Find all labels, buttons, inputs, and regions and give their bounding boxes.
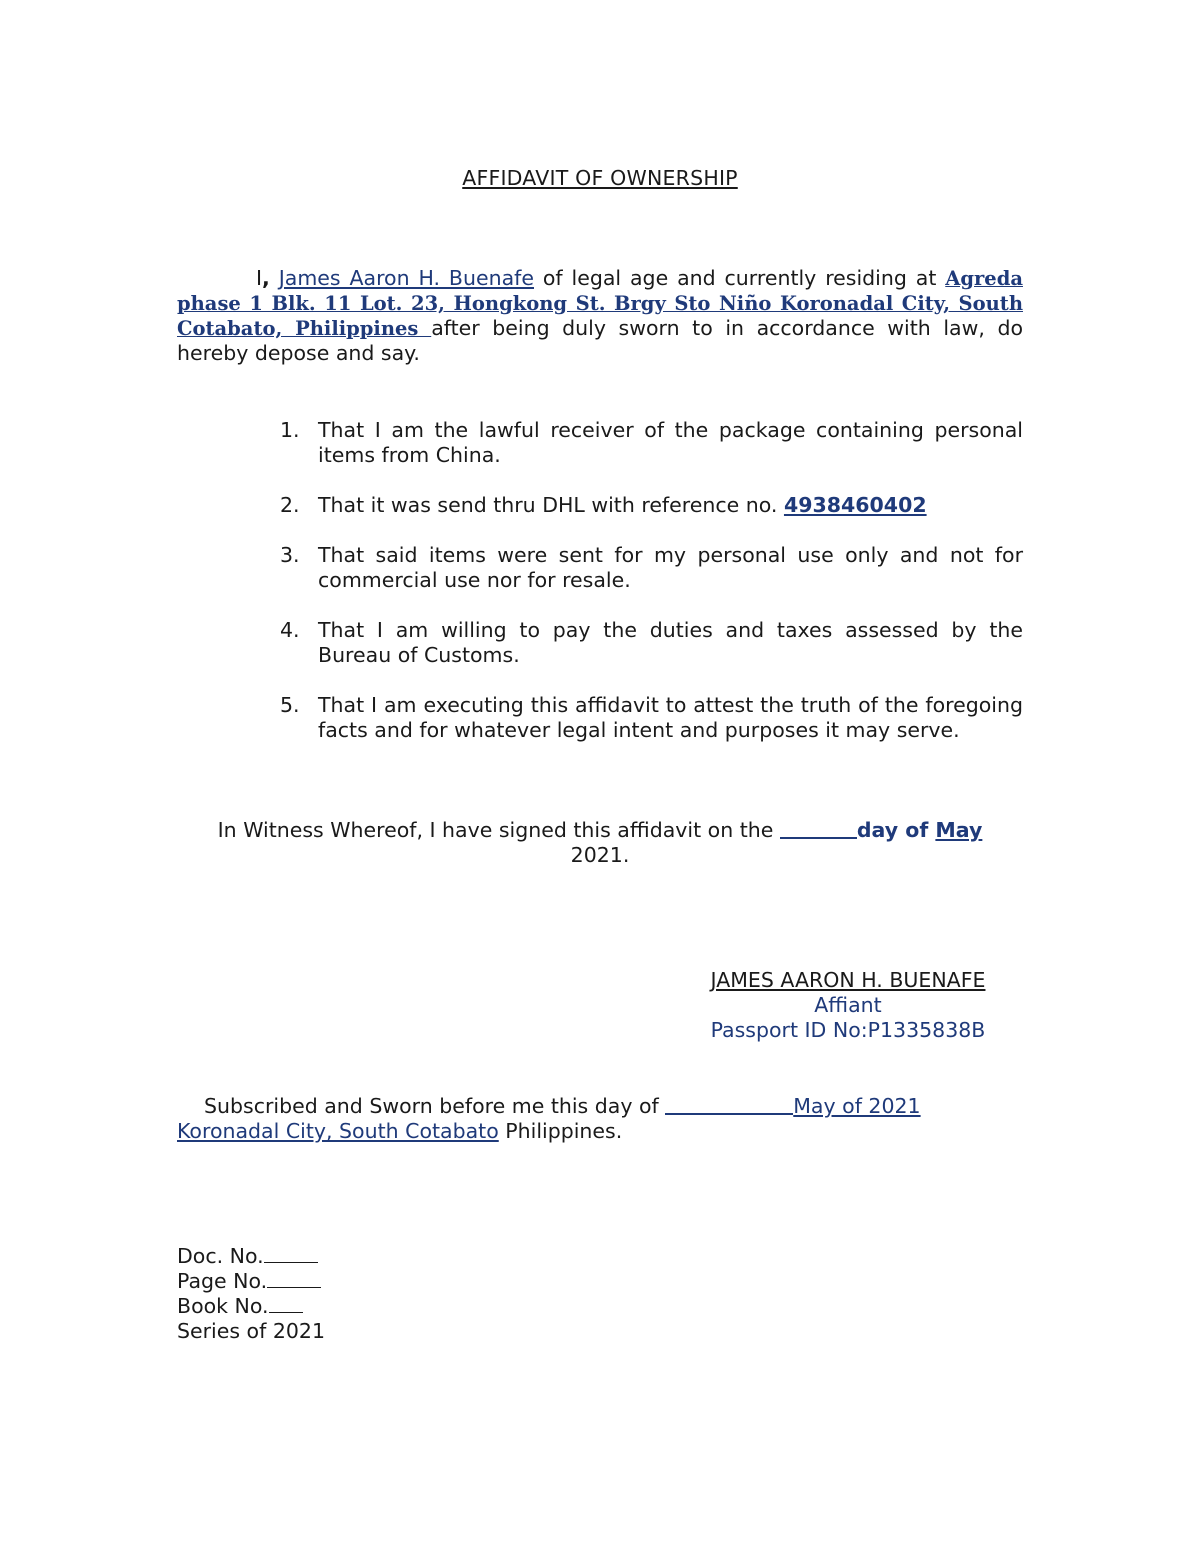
doc-number-label: Doc. No. xyxy=(177,1244,264,1268)
intro-paragraph xyxy=(177,266,1023,366)
intro-text-2: after being duly sworn to in accordance with law, do hereby depose and say. xyxy=(177,316,1024,365)
list-item xyxy=(280,493,1023,518)
list-item xyxy=(280,543,1023,593)
subscribed-blank-line xyxy=(665,1111,793,1115)
subscribed-place: Koronadal City, South Cotabato xyxy=(177,1119,499,1143)
passport-id: Passport ID No:P1335838B xyxy=(710,1018,986,1042)
witness-month: May xyxy=(935,818,983,842)
doc-number-line xyxy=(177,1244,325,1269)
list-item xyxy=(280,693,1023,743)
statement-list xyxy=(280,418,1023,743)
subscribed-date: May of 2021 xyxy=(793,1094,921,1118)
signature-block xyxy=(660,968,1036,1043)
item-number: 5. xyxy=(280,693,300,717)
witness-clause xyxy=(177,818,1023,868)
doc-number-blank xyxy=(264,1244,318,1263)
item-number: 2. xyxy=(280,493,300,517)
affiant-name: James Aaron H. Buenafe xyxy=(278,266,534,290)
subscribed-text: Subscribed and Sworn before me this day of xyxy=(204,1094,666,1118)
item-text: That it was send thru DHL with reference no. xyxy=(318,493,784,517)
item-text: That I am willing to pay the duties and taxes assessed by the Bureau of Customs. xyxy=(318,618,1023,667)
witness-text: In Witness Whereof, I have signed this affidavit on the xyxy=(217,818,780,842)
affiant-role: Affiant xyxy=(814,993,882,1017)
item-number: 3. xyxy=(280,543,300,567)
intro-text-1: of legal age and currently residing at xyxy=(534,266,946,290)
witness-day-of: day of xyxy=(856,818,936,842)
page-number-blank xyxy=(267,1269,321,1288)
series-line: Series of 2021 xyxy=(177,1319,326,1343)
notary-record xyxy=(177,1244,325,1344)
page-number-line xyxy=(177,1269,325,1294)
subscribed-clause xyxy=(177,1094,1023,1144)
dhl-reference-number: 4938460402 xyxy=(783,493,927,517)
book-number-blank xyxy=(269,1294,303,1313)
book-number-line xyxy=(177,1294,325,1319)
day-blank-line xyxy=(780,835,857,839)
item-number: 1. xyxy=(280,418,300,442)
item-number: 4. xyxy=(280,618,300,642)
item-text: That I am executing this affidavit to attest the truth of the foregoing facts and for whatever legal intent and purposes it may serve. xyxy=(318,693,1023,742)
affiant-signature-name: JAMES AARON H. BUENAFE xyxy=(710,968,986,992)
witness-year: 2021. xyxy=(570,843,630,867)
page-number-label: Page No. xyxy=(177,1269,268,1293)
subscribed-country: Philippines. xyxy=(498,1119,623,1143)
list-item xyxy=(280,618,1023,668)
document-title: AFFIDAVIT OF OWNERSHIP xyxy=(462,166,738,190)
book-number-label: Book No. xyxy=(177,1294,269,1318)
affiant-address: Agreda phase 1 Blk. 11 Lot. 23, Hongkong St. Brgy Sto Niño Koronadal City, South Cotabato, Philippines xyxy=(177,267,1023,340)
list-item xyxy=(280,418,1023,468)
item-text: That said items were sent for my personal use only and not for commercial use nor for resale. xyxy=(318,543,1023,592)
intro-lead: I xyxy=(256,266,263,290)
item-text: That I am the lawful receiver of the package containing personal items from China. xyxy=(318,418,1023,467)
intro-comma: , xyxy=(262,266,270,290)
